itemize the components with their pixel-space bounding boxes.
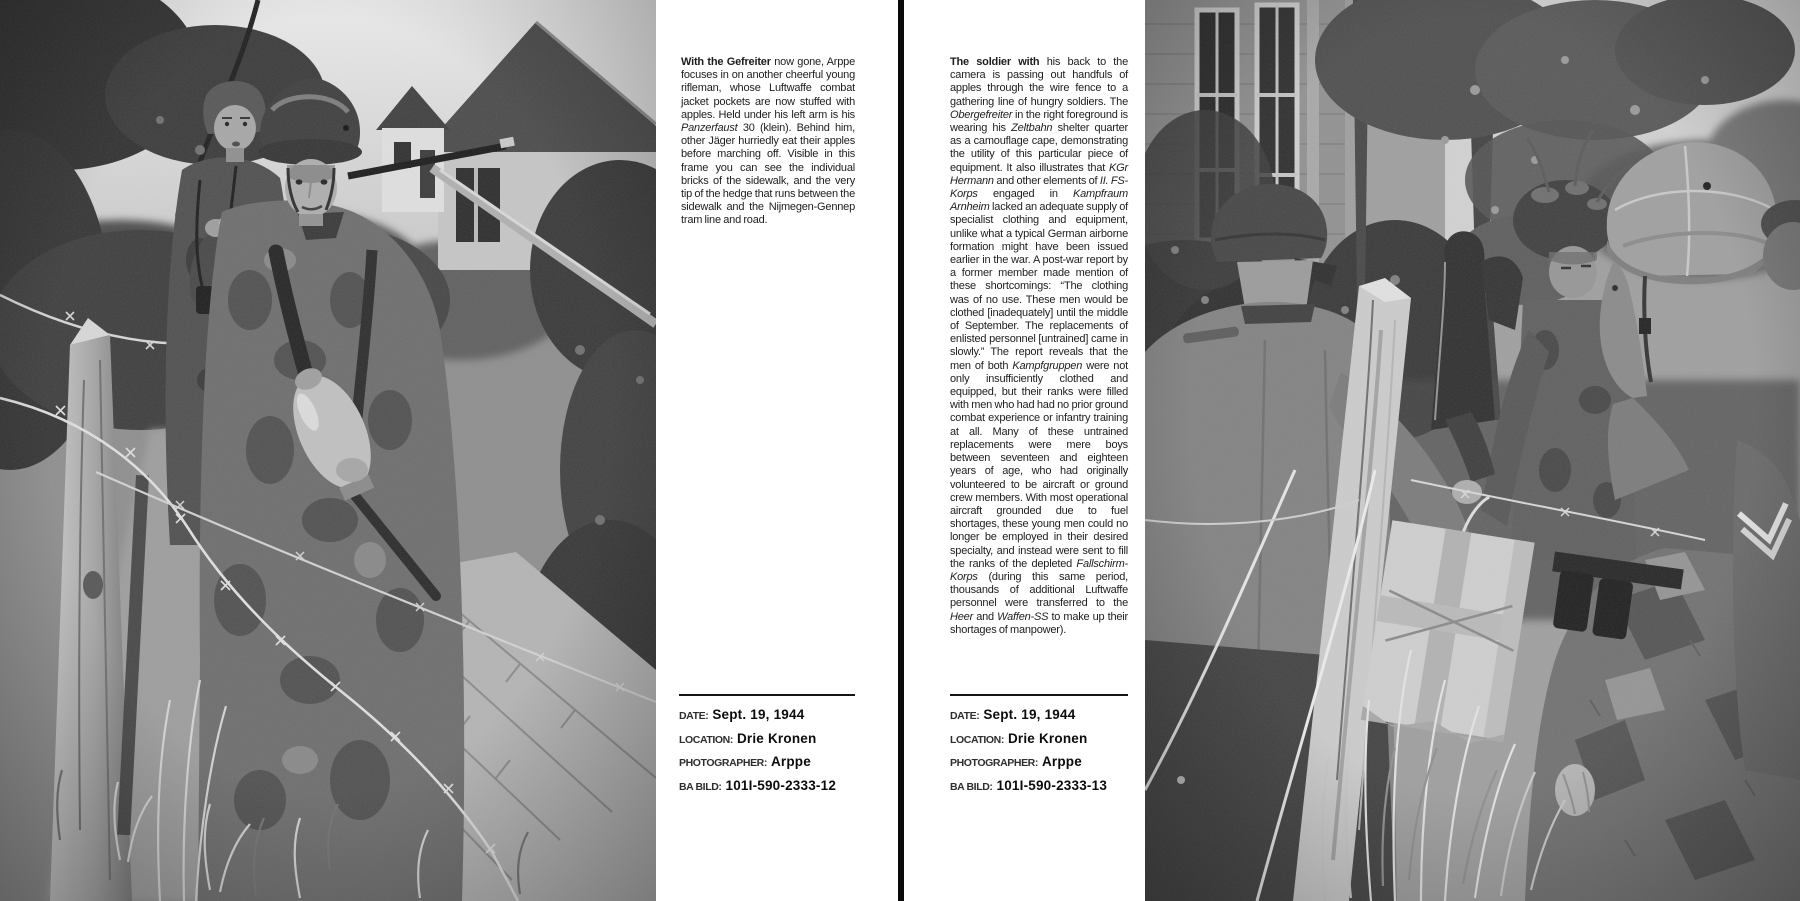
caption-rule [950, 694, 1128, 696]
location-value: Drie Kronen [736, 730, 817, 746]
location-label: LOCATION: [679, 733, 733, 746]
location-label: LOCATION: [950, 733, 1004, 746]
photographer-label: PHOTOGRAPHER: [679, 757, 767, 769]
left-photo-credit-block [679, 694, 855, 801]
photo-right-apples-at-fence [1145, 0, 1800, 901]
caption-row-ba-bild [950, 778, 1128, 802]
caption-row-ba-bild [679, 778, 855, 802]
right-text-column [904, 0, 1145, 901]
caption-rule [679, 694, 855, 696]
vignette [0, 0, 656, 901]
location-value: Drie Kronen [1007, 730, 1088, 746]
date-label: DATE: [950, 710, 980, 722]
vignette [1145, 0, 1800, 901]
caption-row-photographer [679, 754, 855, 778]
left-caption-paragraph: With the Gefreiter now gone, Arppe focuses in on another cheerful young rifleman, whose Luftwaffe combat jacket pockets are now stuffed with apples. Held under his left arm is his Panzerfaust 30 (klein). Behind him, other Jäger hurriedly eat their apples before marching off. Visible in this frame you can see the individual bricks of the sidewalk, and the very tip of the hedge that runs between the sidewalk and the Nijmegen-Gennep tram line and road. [681, 56, 856, 227]
caption-row-location [950, 731, 1128, 755]
caption-row-photographer [950, 754, 1128, 778]
date-label: DATE: [679, 710, 709, 722]
caption-row-date [679, 707, 855, 731]
date-value: Sept. 19, 1944 [712, 707, 805, 722]
photo-left-riflemen-marching [0, 0, 656, 901]
caption-row-location [679, 731, 855, 755]
ba-bild-value: 101I-590-2333-13 [996, 777, 1108, 793]
ba-bild-label: BA BILD: [950, 780, 993, 793]
photographer-value: Arppe [1041, 754, 1082, 769]
ba-bild-value: 101I-590-2333-12 [725, 777, 837, 793]
right-caption-paragraph: The soldier with his back to the camera is passing out handfuls of apples through the wire fence to a gathering line of hungry soldiers. The Obergefreiter in the right foreground is wearing his Zeltbahn shelter quarter as a camouflage cape, demonstrating the utility of this particular piece of equipment. It also illustrates that KGr Hermann and other elements of II. FS-Korps engaged in Kampfraum Arnheim lacked an adequate supply of specialist clothing and equipment, unlike what a typical German airborne formation might have been issued earlier in the war. A post-war report by a former member made mention of these shortcomings: “The clothing was of no use. These men would be clothed [inadequately] until the middle of September. The replacements of enlisted personnel [untrained] came in slowly.” The report reveals that the men of both Kampfgruppen were not only insufficiently clothed and equipped, but their ranks were filled with men who had had no prior ground combat experience or infantry training at all. Many of these untrained replacements were mere boys between seventeen and eighteen years of age, who had originally volunteered to be aircraft or ground crew members. With most operational aircraft grounded due to fuel shortages, these young men could no longer be employed in their desired specialty, and instead were sent to fill the ranks of the depleted Fallschirm-Korps (during this same period, thousands of additional Luftwaffe personnel were transferred to the Heer and Waffen-SS to make up their shortages of manpower). [950, 56, 1129, 636]
caption-row-date [950, 707, 1128, 731]
photographer-label: PHOTOGRAPHER: [950, 757, 1038, 769]
date-value: Sept. 19, 1944 [983, 707, 1076, 722]
left-text-column [656, 0, 898, 901]
ba-bild-label: BA BILD: [679, 780, 722, 793]
photographer-value: Arppe [770, 754, 811, 769]
right-photo-credit-block [950, 694, 1128, 801]
